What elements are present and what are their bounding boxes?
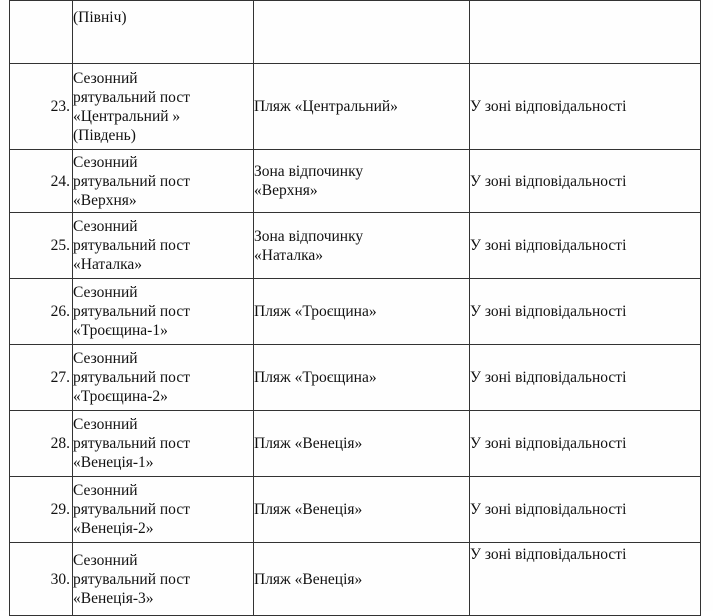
- row-number: 28.: [50, 435, 70, 452]
- location-name: Пляж «Троєщина»: [254, 369, 377, 386]
- location-cell: [254, 279, 470, 345]
- post-name-cell: [73, 477, 254, 543]
- row-number: 25.: [50, 237, 70, 254]
- post-name-cell: [73, 213, 254, 279]
- table-row: [10, 411, 701, 477]
- location-cell: [254, 477, 470, 543]
- post-name: Сезонний рятувальний пост «Венеція-3»: [73, 551, 190, 607]
- responsibility-cell: [470, 279, 701, 345]
- post-name-cell: [73, 411, 254, 477]
- location-cell: [254, 64, 470, 150]
- responsibility-text: У зоні відповідальності: [470, 369, 627, 386]
- table-row: [10, 213, 701, 279]
- responsibility-cell: [470, 543, 701, 616]
- responsibility-text: У зоні відповідальності: [470, 435, 627, 452]
- location-name: Пляж «Венеція»: [254, 501, 363, 518]
- post-name: Сезонний рятувальний пост «Верхня»: [73, 153, 190, 209]
- table-row: [10, 279, 701, 345]
- table-row: [10, 64, 701, 150]
- post-name-cell: [73, 543, 254, 616]
- post-name: Сезонний рятувальний пост «Наталка»: [73, 218, 190, 273]
- responsibility-cell: [470, 411, 701, 477]
- responsibility-cell: [470, 1, 701, 64]
- table-row: [10, 150, 701, 213]
- row-number-cell: [10, 543, 73, 616]
- responsibility-text: У зоні відповідальності: [470, 546, 627, 563]
- rescue-posts-table: [9, 0, 701, 616]
- responsibility-cell: [470, 345, 701, 411]
- table-row: [10, 477, 701, 543]
- row-number-cell: [10, 411, 73, 477]
- post-name-cell: [73, 1, 254, 64]
- post-name-cell: [73, 150, 254, 213]
- location-cell: [254, 213, 470, 279]
- location-cell: [254, 543, 470, 616]
- responsibility-text: У зоні відповідальності: [470, 172, 627, 190]
- table-row-continued: [10, 1, 701, 64]
- responsibility-text: У зоні відповідальності: [470, 303, 627, 320]
- row-number-cell: [10, 279, 73, 345]
- location-name: Зона відпочинку «Наталка»: [254, 227, 364, 264]
- row-number-cell: [10, 1, 73, 64]
- table-row: [10, 345, 701, 411]
- row-number: 26.: [50, 303, 70, 320]
- row-number: 23.: [50, 98, 70, 115]
- responsibility-cell: [470, 477, 701, 543]
- location-name: Пляж «Венеція»: [254, 435, 363, 452]
- post-name-cell: [73, 345, 254, 411]
- post-name: Сезонний рятувальний пост «Центральний » (Південь): [73, 69, 190, 144]
- location-cell: [254, 411, 470, 477]
- post-name: Сезонний рятувальний пост «Венеція-1»: [73, 416, 190, 471]
- location-name: Пляж «Центральний»: [254, 98, 398, 115]
- location-cell: [254, 345, 470, 411]
- location-name: Пляж «Троєщина»: [254, 303, 377, 320]
- row-number-cell: [10, 64, 73, 150]
- row-number-cell: [10, 213, 73, 279]
- location-cell: [254, 1, 470, 64]
- row-number-cell: [10, 150, 73, 213]
- row-number: 27.: [50, 369, 70, 386]
- post-name: Сезонний рятувальний пост «Троєщина-1»: [73, 284, 190, 339]
- post-name-cell: [73, 279, 254, 345]
- responsibility-text: У зоні відповідальності: [470, 237, 627, 254]
- row-number: 24.: [50, 172, 70, 190]
- post-name: Сезонний рятувальний пост «Венеція-2»: [73, 482, 190, 537]
- row-number-cell: [10, 477, 73, 543]
- table-row: [10, 543, 701, 616]
- post-name-tail: (Північ): [73, 9, 127, 26]
- post-name-cell: [73, 64, 254, 150]
- row-number: 30.: [50, 570, 70, 588]
- post-name: Сезонний рятувальний пост «Троєщина-2»: [73, 350, 190, 405]
- responsibility-cell: [470, 150, 701, 213]
- responsibility-cell: [470, 64, 701, 150]
- location-cell: [254, 150, 470, 213]
- responsibility-text: У зоні відповідальності: [470, 501, 627, 518]
- row-number-cell: [10, 345, 73, 411]
- location-name: Зона відпочинку «Верхня»: [254, 163, 364, 199]
- responsibility-text: У зоні відповідальності: [470, 98, 627, 115]
- location-name: Пляж «Венеція»: [254, 570, 363, 588]
- responsibility-cell: [470, 213, 701, 279]
- row-number: 29.: [50, 501, 70, 518]
